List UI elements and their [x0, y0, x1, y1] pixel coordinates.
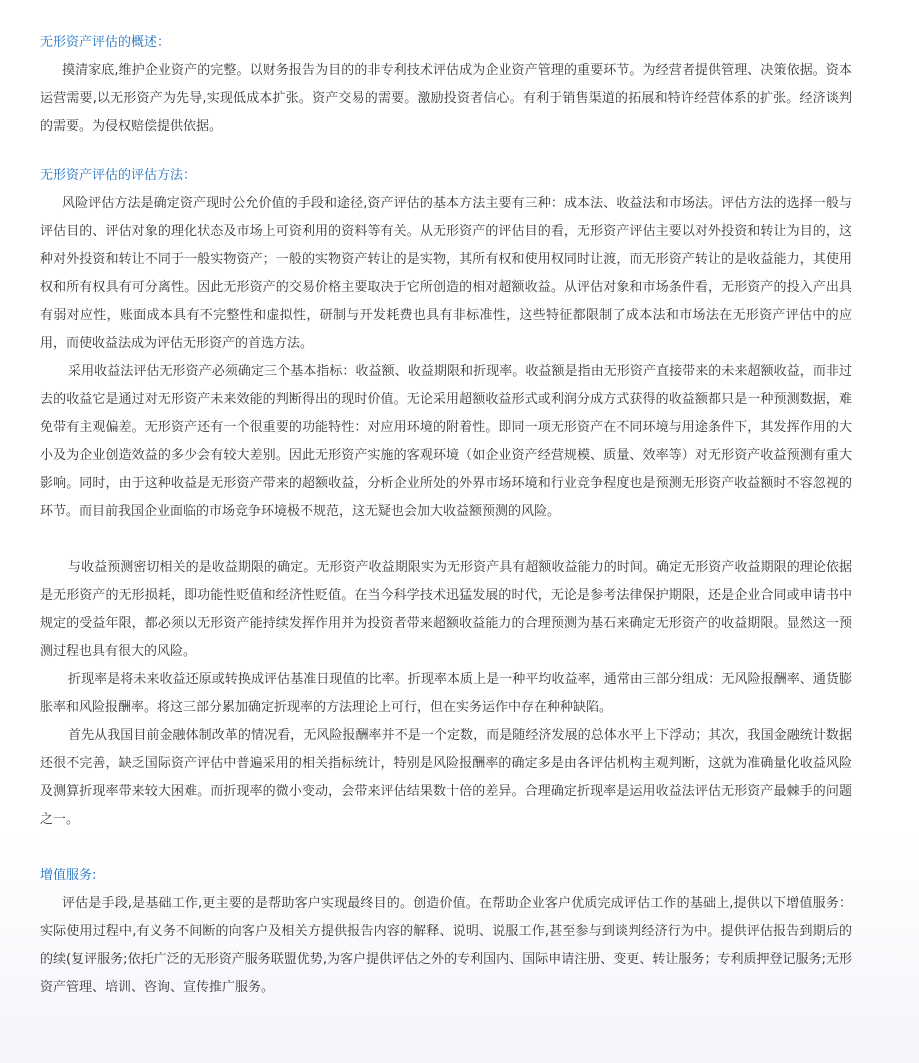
paragraph-methods-4: 折现率是将未来收益还原或转换成评估基准日现值的比率。折现率本质上是一种平均收益率，通常由三部分组成：无风险报酬率、通货膨胀率和风险报酬率。将这三部分累加确定折现率的方法理论上可行，但在实务运作中存在种种缺陷。: [40, 672, 852, 715]
paragraph-methods-3: 与收益预测密切相关的是收益期限的确定。无形资产收益期限实为无形资产具有超额收益能力的时间。确定无形资产收益期限的理论依据是无形资产的无形损耗，即功能性贬值和经济性贬值。在当今科学技术迅猛发展的时代，无论是参考法律保护期限，还是企业合同或申请书中规定的受益年限，都必须以无形资产能持续发挥作用并为投资者带来超额收益能力的合理预测为基石来确定无形资产的收益期限。显然这一预测过程也具有很大的风险。: [40, 560, 852, 659]
paragraph-methods-5: 首先从我国目前金融体制改革的情况看，无风险报酬率并不是一个定数，而是随经济发展的总体水平上下浮动；其次，我国金融统计数据还很不完善，缺乏国际资产评估中普遍采用的相关指标统计，特别是风险报酬率的确定多是由各评估机构主观判断，这就为准确量化收益风险及测算折现率带来较大困难。而折现率的微小变动，会带来评估结果数十倍的差异。合理确定折现率是运用收益法评估无形资产最棘手的问题之一。: [40, 728, 852, 827]
section-heading-services: 增值服务:: [40, 868, 97, 883]
section-services: [40, 865, 852, 995]
section-heading-overview: 无形资产评估的概述：: [40, 35, 171, 50]
paragraph-services: 评估是手段,是基础工作,更主要的是帮助客户实现最终目的。创造价值。在帮助企业客户优质完成评估工作的基础上,提供以下增值服务：实际使用过程中,有义务不间断的向客户及相关方提供报告内容的解释、说明、说服工作,甚至参与到谈判经济行为中。提供评估报告到期后的的续(复评服务;依托广泛的无形资产服务联盟优势,为客户提供评估之外的专利国内、国际申请注册、变更、转让服务；专利质押登记服务;无形资产管理、培训、咨询、宣传推广服务。: [40, 896, 852, 995]
section-heading-methods: 无形资产评估的评估方法：: [40, 168, 197, 183]
section-overview: [40, 32, 852, 134]
paragraph-methods-2: 采用收益法评估无形资产必须确定三个基本指标：收益额、收益期限和折现率。收益额是指由无形资产直接带来的未来超额收益，而非过去的收益它是通过对无形资产未来效能的判断得出的现时价值。无论采用超额收益形式或利润分成方式获得的收益额都只是一种预测数据，难免带有主观偏差。无形资产还有一个很重要的功能特性：对应用环境的附着性。即同一项无形资产在不同环境与用途条件下，其发挥作用的大小及为企业创造效益的多少会有较大差别。因此无形资产实施的客观环境（如企业资产经营规模、质量、效率等）对无形资产收益预测有重大影响。同时，由于这种收益是无形资产带来的超额收益，分析企业所处的外界市场环境和行业竞争程度也是预测无形资产收益额时不容忽视的环节。而目前我国企业面临的市场竞争环境极不规范，这无疑也会加大收益额预测的风险。: [40, 364, 852, 519]
paragraph-overview: 摸清家底,维护企业资产的完整。以财务报告为目的的非专利技术评估成为企业资产管理的重要环节。为经营者提供管理、决策依据。资本运营需要,以无形资产为先导,实现低成本扩张。资产交易的需要。激励投资者信心。有利于销售渠道的拓展和特许经营体系的扩张。经济谈判的需要。为侵权赔偿提供依据。: [40, 63, 852, 134]
section-methods: [40, 165, 852, 827]
paragraph-methods-1: 风险评估方法是确定资产现时公允价值的手段和途径,资产评估的基本方法主要有三种：成本法、收益法和市场法。评估方法的选择一般与评估目的、评估对象的理化状态及市场上可资利用的资料等有关。从无形资产的评估目的看，无形资产评估主要以对外投资和转让为目的，这种对外投资和转让不同于一般实物资产；一般的实物资产转让的是实物，其所有权和使用权同时让渡，而无形资产转让的是收益能力，其使用权和所有权具有可分离性。因此无形资产的交易价格主要取决于它所创造的相对超额收益。从评估对象和市场条件看，无形资产的投入产出具有弱对应性，账面成本具有不完整性和虚拟性，研制与开发耗费也具有非标准性，这些特征都限制了成本法和市场法在无形资产评估中的应用，而使收益法成为评估无形资产的首选方法。: [40, 196, 852, 351]
